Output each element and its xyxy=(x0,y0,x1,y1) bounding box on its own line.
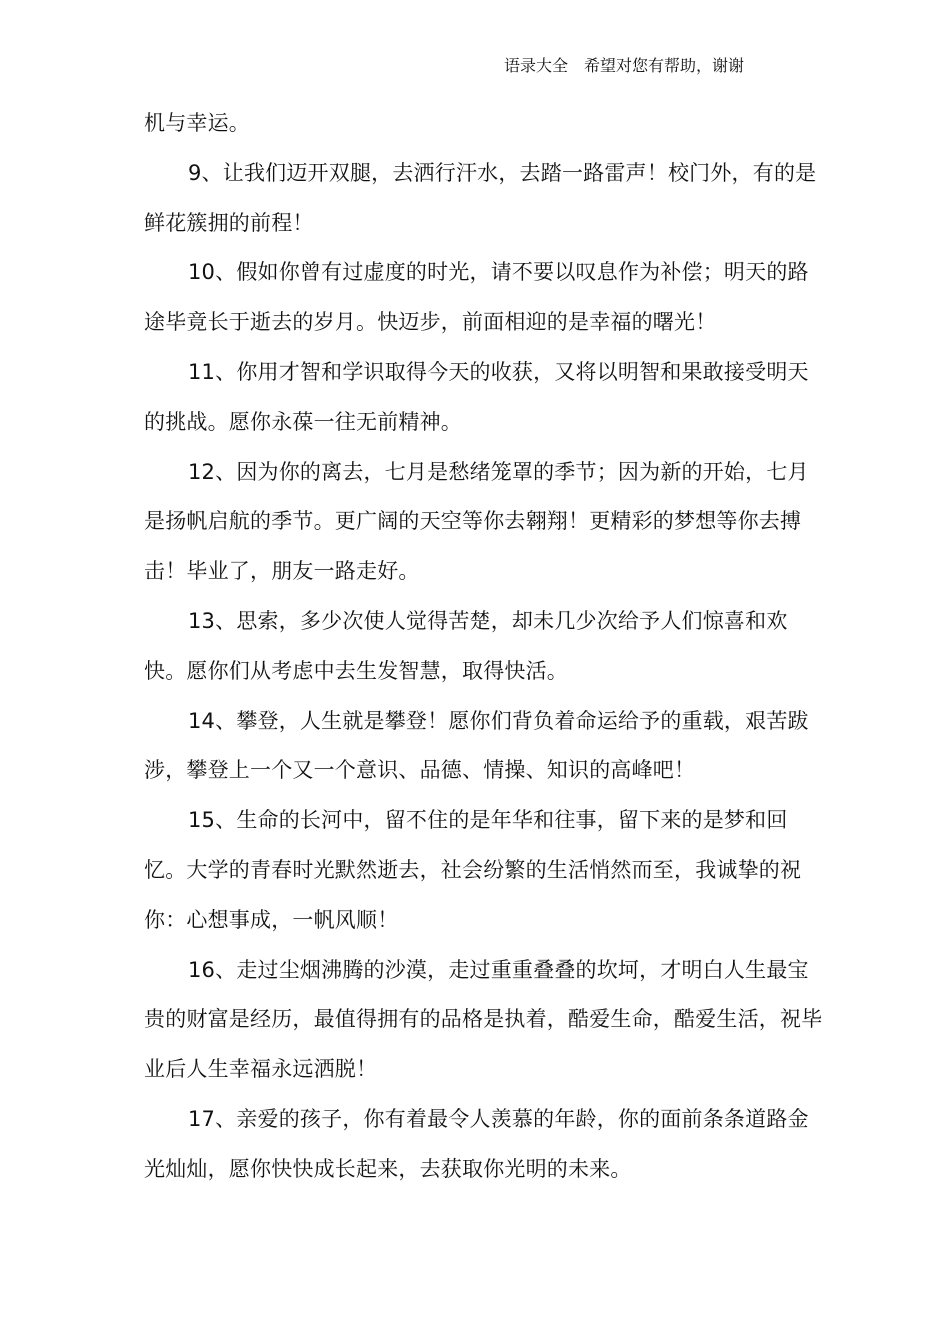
paragraph-quote-15: 15、生命的长河中，留不住的是年华和往事，留下来的是梦和回忆。大学的青春时光默然逝去，社会纷繁的生活悄然而至，我诚挚的祝你：心想事成，一帆风顺！ xyxy=(144,808,802,932)
paragraph-quote-17: 17、亲爱的孩子，你有着最令人羡慕的年龄，你的面前条条道路金光灿灿，愿你快快成长起来，去获取你光明的未来。 xyxy=(144,1106,809,1181)
paragraph-quote-9: 9、让我们迈开双腿，去洒行汗水，去踏一路雷声！校门外，有的是鲜花簇拥的前程！ xyxy=(144,160,817,235)
paragraph-quote-14: 14、攀登，人生就是攀登！愿你们背负着命运给予的重载，艰苦跋涉，攀登上一个又一个意识、品德、情操、知识的高峰吧！ xyxy=(144,708,809,783)
document-body xyxy=(144,99,824,1195)
paragraph-quote-11: 11、你用才智和学识取得今天的收获，又将以明智和果敢接受明天的挑战。愿你永葆一往无前精神。 xyxy=(144,359,809,434)
paragraph-continuation: 机与幸运。 xyxy=(144,111,250,135)
page-header: 语录大全 希望对您有帮助，谢谢 xyxy=(504,56,745,75)
paragraph-quote-16: 16、走过尘烟沸腾的沙漠，走过重重叠叠的坎坷，才明白人生最宝贵的财富是经历，最值得拥有的品格是执着，酷爱生命，酷爱生活，祝毕业后人生幸福永远洒脱！ xyxy=(144,957,823,1082)
paragraph-quote-10: 10、假如你曾有过虚度的时光，请不要以叹息作为补偿；明天的路途毕竟长于逝去的岁月。快迈步，前面相迎的是幸福的曙光！ xyxy=(144,260,809,335)
paragraph-quote-12: 12、因为你的离去，七月是愁绪笼罩的季节；因为新的开始，七月是扬帆启航的季节。更广阔的天空等你去翱翔！更精彩的梦想等你去搏击！毕业了，朋友一路走好。 xyxy=(144,459,809,584)
paragraph-quote-13: 13、思索，多少次使人觉得苦楚，却未几少次给予人们惊喜和欢快。愿你们从考虑中去生发智慧，取得快活。 xyxy=(144,608,788,683)
